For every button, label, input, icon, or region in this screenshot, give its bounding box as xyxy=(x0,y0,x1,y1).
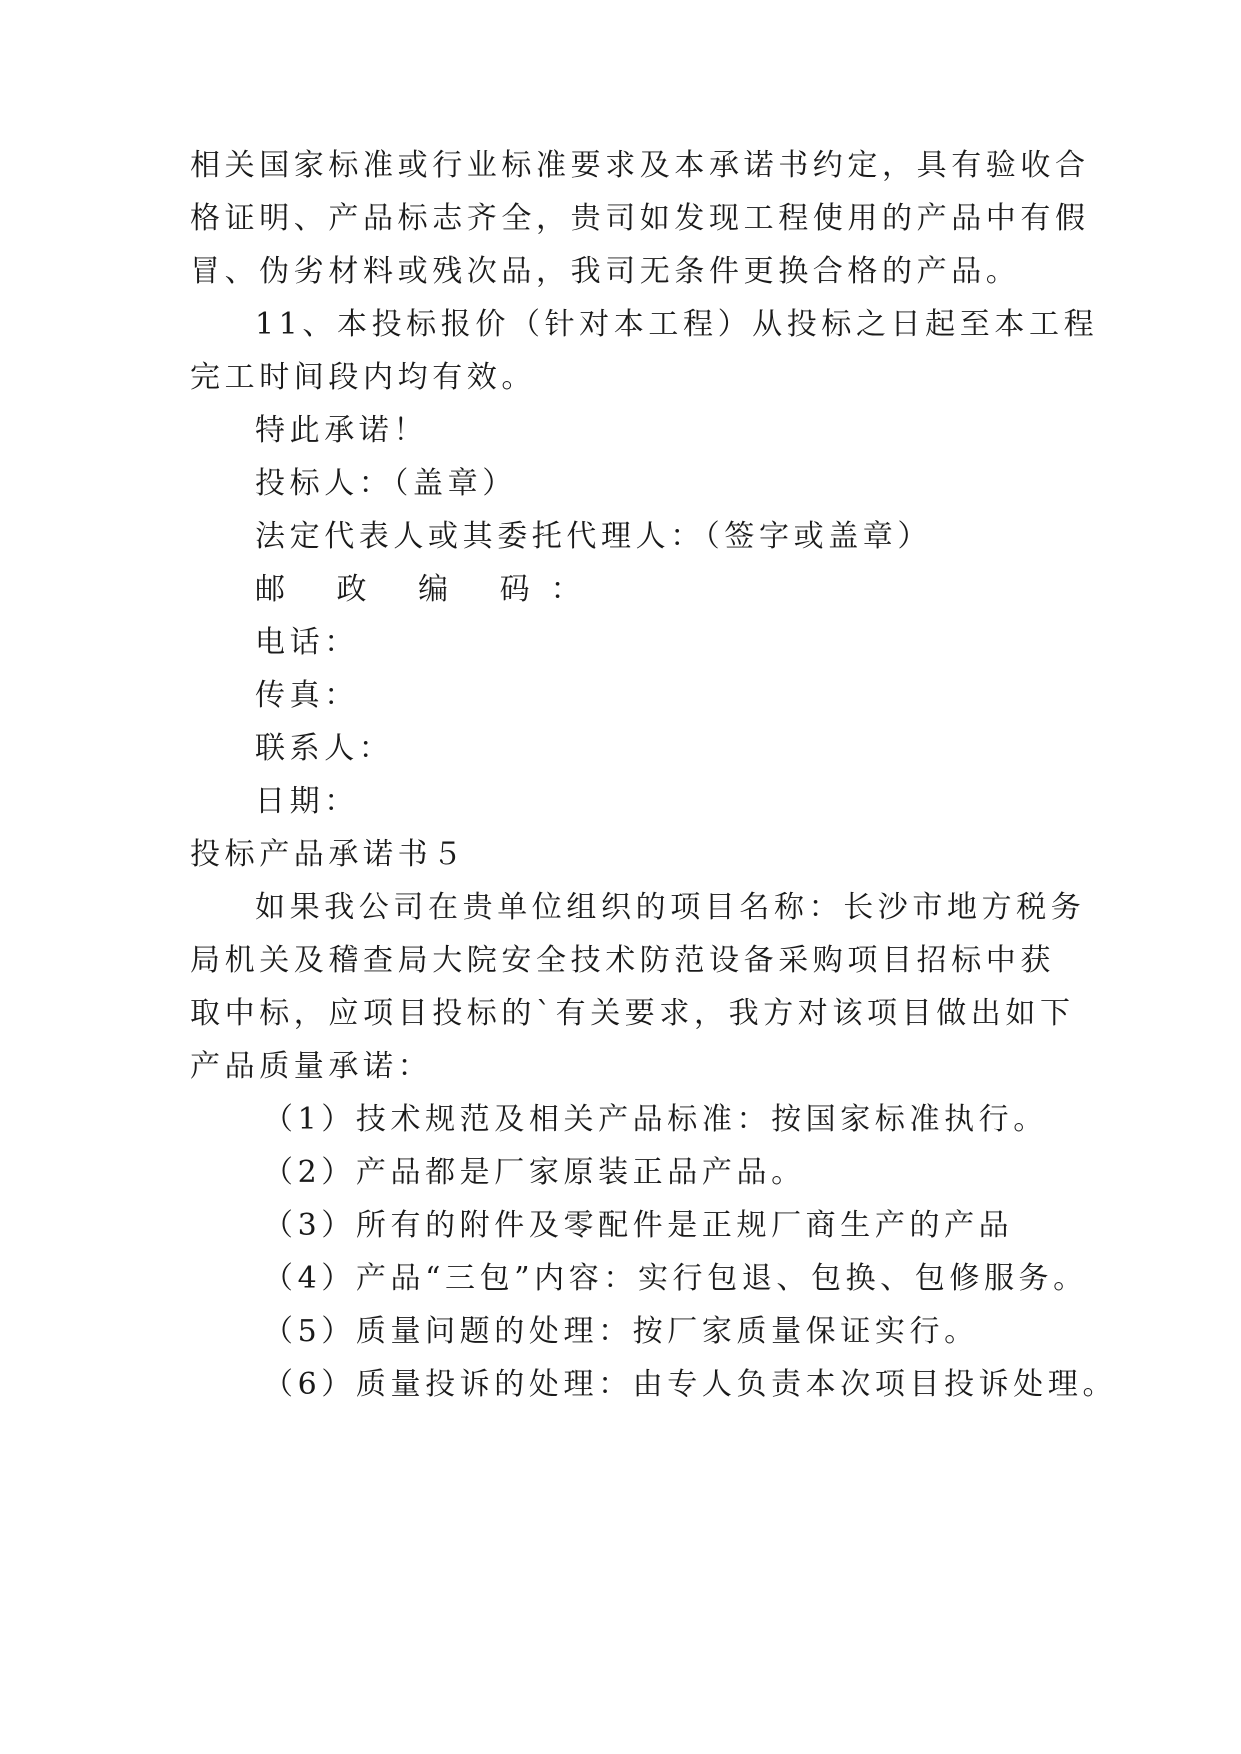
representative-field: 法定代表人或其委托代理人：（签字或盖章） xyxy=(255,519,932,554)
section-title: 投标产品承诺书５ xyxy=(190,837,467,872)
commitment-item: （1）技术规范及相关产品标准：按国家标准执行。 xyxy=(263,1102,1048,1137)
intro-line: 如果我公司在贵单位组织的项目名称：长沙市地方税务 xyxy=(255,890,1086,925)
date-field: 日期： xyxy=(255,784,359,819)
intro-line: 产品质量承诺： xyxy=(190,1049,433,1084)
item-11-line: 完工时间段内均有效。 xyxy=(190,360,536,395)
commitment-item: （6）质量投诉的处理：由专人负责本次项目投诉处理。 xyxy=(263,1367,1118,1402)
commitment-item: （3）所有的附件及零配件是正规厂商生产的产品 xyxy=(263,1208,1014,1243)
commitment-item: （5）质量问题的处理：按厂家质量保证实行。 xyxy=(263,1314,979,1349)
commitment-item: （4）产品“三包”内容：实行包退、包换、包修服务。 xyxy=(263,1261,1088,1296)
intro-line: 局机关及稽查局大院安全技术防范设备采购项目招标中获 xyxy=(190,943,1055,978)
paragraph-line: 相关国家标准或行业标准要求及本承诺书约定，具有验收合 xyxy=(190,148,1090,183)
paragraph-line: 格证明、产品标志齐全，贵司如发现工程使用的产品中有假 xyxy=(190,201,1090,236)
phone-field: 电话： xyxy=(255,625,359,660)
intro-line: 取中标，应项目投标的`有关要求，我方对该项目做出如下 xyxy=(190,996,1075,1031)
closing-statement: 特此承诺！ xyxy=(255,413,428,448)
item-11-line: 11、本投标报价（针对本工程）从投标之日起至本工程 xyxy=(255,307,1099,342)
paragraph-line: 冒、伪劣材料或残次品，我司无条件更换合格的产品。 xyxy=(190,254,1021,289)
contact-field: 联系人： xyxy=(255,731,394,766)
bidder-field: 投标人：（盖章） xyxy=(255,466,517,501)
fax-field: 传真： xyxy=(255,678,359,713)
commitment-item: （2）产品都是厂家原装正品产品。 xyxy=(263,1155,806,1190)
postal-code-field: 邮 政 编 码： xyxy=(255,572,602,607)
